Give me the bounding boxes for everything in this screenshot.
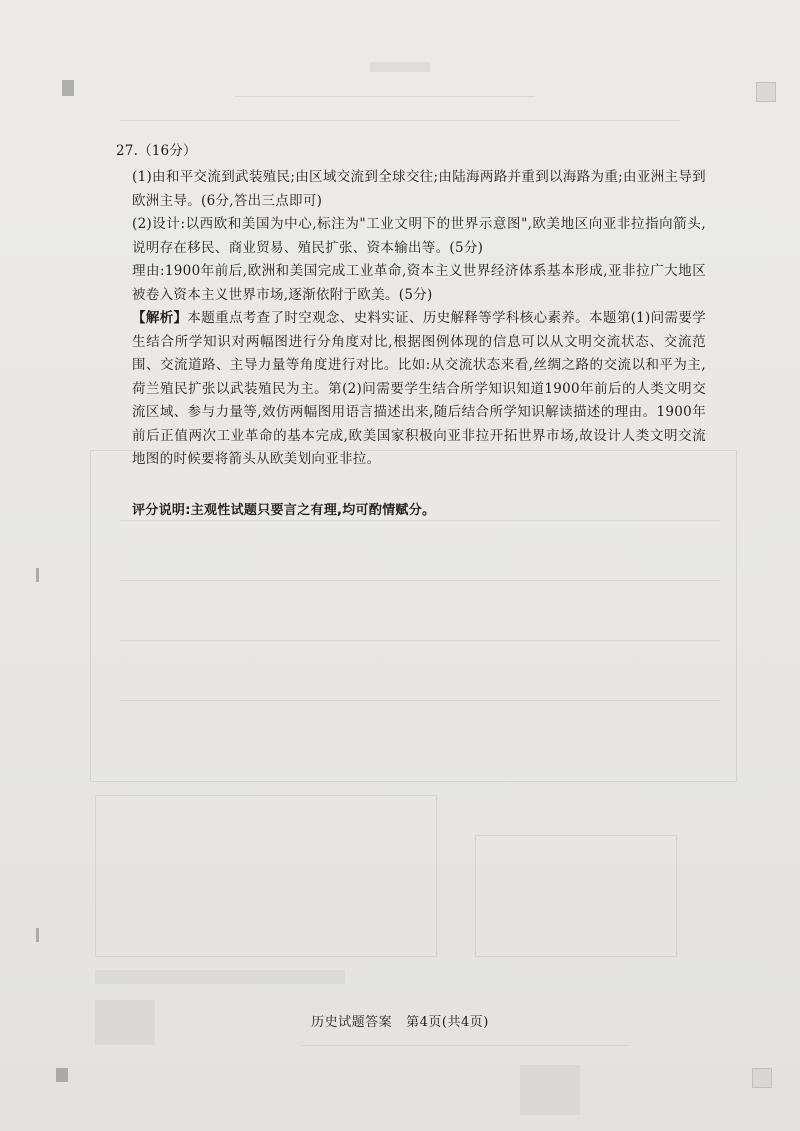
edge-mark xyxy=(36,568,39,582)
registration-mark xyxy=(752,1068,772,1088)
scoring-note: 评分说明:主观性试题只要言之有理,均可酌情赋分。 xyxy=(132,502,436,518)
page-footer xyxy=(0,1014,800,1032)
answer-reason: 理由:1900年前后,欧洲和美国完成工业革命,资本主义世界经济体系基本形成,亚非拉广大地区被卷入资本主义世界市场,逐渐依附于欧美。(5分) xyxy=(132,263,706,303)
edge-mark xyxy=(36,928,39,942)
bleed-through-frame xyxy=(475,835,677,957)
bleed-through-block xyxy=(95,970,345,984)
answer-part-2: (2)设计:以西欧和美国为中心,标注为"工业文明下的世界示意图",欧美地区向亚非拉指向箭头,说明存在移民、商业贸易、殖民扩张、资本输出等。(5分) xyxy=(132,216,706,256)
bleed-through-block xyxy=(520,1065,580,1115)
bleed-through-line xyxy=(120,580,720,581)
bleed-through-line xyxy=(120,700,720,701)
bleed-through-line xyxy=(235,96,535,97)
bleed-through-header xyxy=(370,62,430,72)
analysis-tag: 【解析】 xyxy=(132,310,188,326)
question-number: 27.（16分） xyxy=(116,143,197,159)
footer-subject: 历史试题答案 xyxy=(311,1015,393,1030)
analysis-paragraph xyxy=(106,307,706,472)
bleed-through-frame xyxy=(95,795,437,957)
answer-content xyxy=(106,140,706,522)
registration-mark xyxy=(56,1068,68,1082)
footer-page-number: 第4页(共4页) xyxy=(406,1015,489,1030)
analysis-text: 本题重点考查了时空观念、史料实证、历史解释等学科核心素养。本题第(1)问需要学生结合所学知识对两幅图进行分角度对比,根据图例体现的信息可以从文明交流状态、交流范围、交流道路、主导力量等角度进行对比。比如:从交流状态来看,丝绸之路的交流以和平为主,荷兰殖民扩张以武装殖民为主。第(2)问需要学生结合所学知识知道1900年前后的人类文明交流区域、参与力量等,效仿两幅图用语言描述出来,随后结合所学知识解读描述的理由。1900年前后正值两次工业革命的基本完成,欧美国家积极向亚非拉开拓世界市场,故设计人类文明交流地图的时候要将箭头从欧美划向亚非拉。 xyxy=(132,310,706,467)
answer-part-1: (1)由和平交流到武装殖民;由区域交流到全球交往;由陆海两路并重到以海路为重;由亚洲主导到欧洲主导。(6分,答出三点即可) xyxy=(132,169,706,209)
bleed-through-line xyxy=(300,1045,630,1046)
registration-mark xyxy=(62,80,74,96)
bleed-through-line xyxy=(120,120,680,121)
registration-mark xyxy=(756,82,776,102)
bleed-through-line xyxy=(120,640,720,641)
